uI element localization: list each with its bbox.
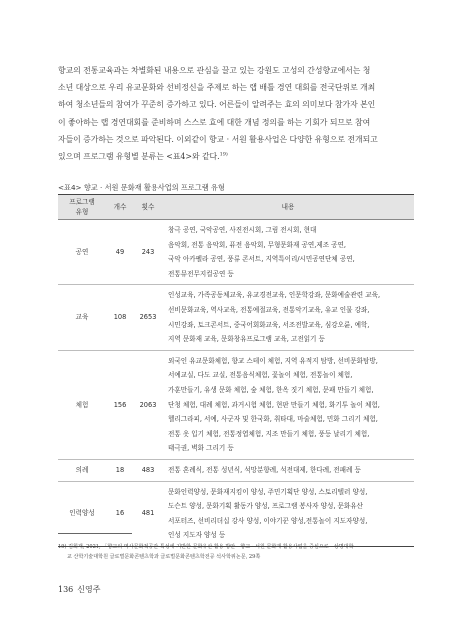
content-line: 인성교육, 가족공동체교육, 유교경전교육, 인문학강좌, 문화예술관련 교육, <box>168 291 381 300</box>
running-title: 신영주 <box>77 585 101 594</box>
cell-sessions: 2063 <box>134 350 162 459</box>
paragraph-last-line <box>58 148 416 165</box>
table-row-training <box>58 481 414 546</box>
table-row-ritual <box>58 459 414 481</box>
table-caption: <표4> 향교 · 서원 문화재 활용사업의 프로그램 유형 <box>58 183 225 192</box>
body-paragraph <box>58 62 416 165</box>
cell-content <box>162 459 414 481</box>
cell-content <box>162 285 414 350</box>
content-line: 전통뮤전무지컬공연 등 <box>168 269 234 278</box>
content-line: 외국인 유교문화체험, 향교 스테이 체험, 지역 유적지 탐방, 선비문화탐방, <box>168 356 378 365</box>
cell-type: 의례 <box>58 459 106 481</box>
header-content: 내용 <box>162 195 414 220</box>
cell-count: 18 <box>106 459 134 481</box>
header-count: 개수 <box>106 195 134 220</box>
page-folio <box>58 584 100 595</box>
footnote-divider <box>58 533 132 534</box>
header-program-type <box>58 195 106 220</box>
content-line: 시민강좌, 토크콘서트, 중국어회화교육, 서조전발교육, 심강오륜, 예학, <box>168 320 370 329</box>
cell-count: 108 <box>106 285 134 350</box>
cell-type: 교육 <box>58 285 106 350</box>
content-line: 국악 아카펠라 공연, 풍류 콘서트, 지역특이리/시민공연단체 공연, <box>168 255 355 264</box>
paragraph-line: 하여 청소년들의 참여가 꾸준히 증가하고 있다. 어른들이 알려주는 효의 의미보다 참가자 본인 <box>58 100 376 110</box>
content-line: 단청 체험, 대례 체험, 과거시험 체험, 현판 만들기 체험, 화기투 놀이 체험, <box>168 400 380 409</box>
paragraph-line: 이 좋아하는 랩 경연대회를 준비하며 스스로 효에 대한 개념 정의를 하는 기회가 되므로 참여 <box>58 117 371 127</box>
table-header-row <box>58 195 414 220</box>
content-line: 인성 지도자 양성 등 <box>168 531 226 540</box>
paragraph-line: 자들이 증가하는 것으로 파악된다. 이외같이 향교 · 서원 활용사업은 다양한 유형으로 전개되고 <box>58 134 378 144</box>
content-line: 음악회, 전통 음악회, 퓨전 음악회, 무형문화재 공연,제조 공연, <box>168 240 347 249</box>
content-line: 문화인력양성, 문화재지킴이 양성, 주민기획단 양성, 스토리텔러 양성, <box>168 487 368 496</box>
header-program-type-line2: 유형 <box>75 208 89 216</box>
cell-count: 156 <box>106 350 134 459</box>
cell-content <box>162 350 414 459</box>
cell-type: 인력양성 <box>58 481 106 546</box>
content-line: 서포터즈, 선비리더십 강사 양성, 이야기꾼 양성,전통놀이 지도자양성, <box>168 516 368 525</box>
paragraph-line-text: 있으며 프로그램 유형별 분류는 <표4>와 같다. <box>58 152 220 162</box>
footnote-line: 교 산학기술대학원 글로벌문화콘텐츠학과 글로벌문화콘텐츠학전공 석사학위논문, 29쪽 <box>67 554 261 560</box>
cell-sessions: 481 <box>134 481 162 546</box>
table-row-experience <box>58 350 414 459</box>
paragraph-line: 소년 대상으로 우리 유교문화와 선비정신을 주제로 하는 랩 배틀 경연 대회를 전국단위로 개최 <box>58 83 376 93</box>
cell-type: 체험 <box>58 350 106 459</box>
content-line: 서예교실, 다도 교실, 전통음식체험, 꽃놀이 체험, 전통놀이 체험, <box>168 371 353 380</box>
content-line: 가훈만들기, 유생 문화 체험, 숲 체험, 한옥 짓기 체험, 문패 만들기 체험, <box>168 385 374 394</box>
content-line: 전통 혼례식, 전통 성년식, 석망분향례, 석전대제, 한다례, 전패례 등 <box>168 465 361 474</box>
cell-content <box>162 220 414 285</box>
cell-count: 49 <box>106 220 134 285</box>
content-line: 창극 공연, 국악공연, 사진전시회, 그림 전시회, 현대 <box>168 226 317 234</box>
paragraph-line: 향교의 전통교육과는 차별화된 내용으로 관심을 끌고 있는 강원도 고성의 간성향교에서는 청 <box>58 66 371 75</box>
cell-count: 16 <box>106 481 134 546</box>
page-number: 136 <box>58 585 74 594</box>
content-line: 헬리그라피, 서예, 사군자 및 한국화, 취타대, 마술체험, 민화 그리기 체험, <box>168 415 378 424</box>
header-sessions: 횟수 <box>134 195 162 220</box>
footnote <box>58 542 418 562</box>
cell-content <box>162 481 414 546</box>
content-line: 도슨트 양성, 문화기획 활동가 양성, 프로그램 봉사자 양성, 문화유산 <box>168 502 364 511</box>
table-row-education <box>58 285 414 350</box>
footnote-line: 19) 김희재, 2021, 「향교의 역사문화적공간 특성에 기반한 문화유산 활용 방안—향교 · 서원 문화재 활용사업을 중심으로—상명대학 <box>58 544 354 550</box>
cell-sessions: 243 <box>134 220 162 285</box>
content-line: 태극권, 벽화 그리기 등 <box>168 444 234 453</box>
program-type-table <box>58 194 414 547</box>
table-row-performance <box>58 220 414 285</box>
content-line: 전통 옷 입기 체험, 전통정엽체험, 지조 만들기 체험, 풍등 날리기 체험, <box>168 429 370 438</box>
cell-sessions: 483 <box>134 459 162 481</box>
footnote-reference[interactable]: 19) <box>219 151 228 158</box>
cell-type: 공연 <box>58 220 106 285</box>
cell-sessions: 2653 <box>134 285 162 350</box>
header-program-type-line1: 프로그램 <box>69 198 95 206</box>
content-line: 지역 문화재 교육, 문화창유프로그램 교육, 고전읽기 등 <box>168 335 325 344</box>
content-line: 선비문화교육, 역사교육, 전통예절교육, 전통악기교육, 유교 인물 강좌, <box>168 305 370 314</box>
